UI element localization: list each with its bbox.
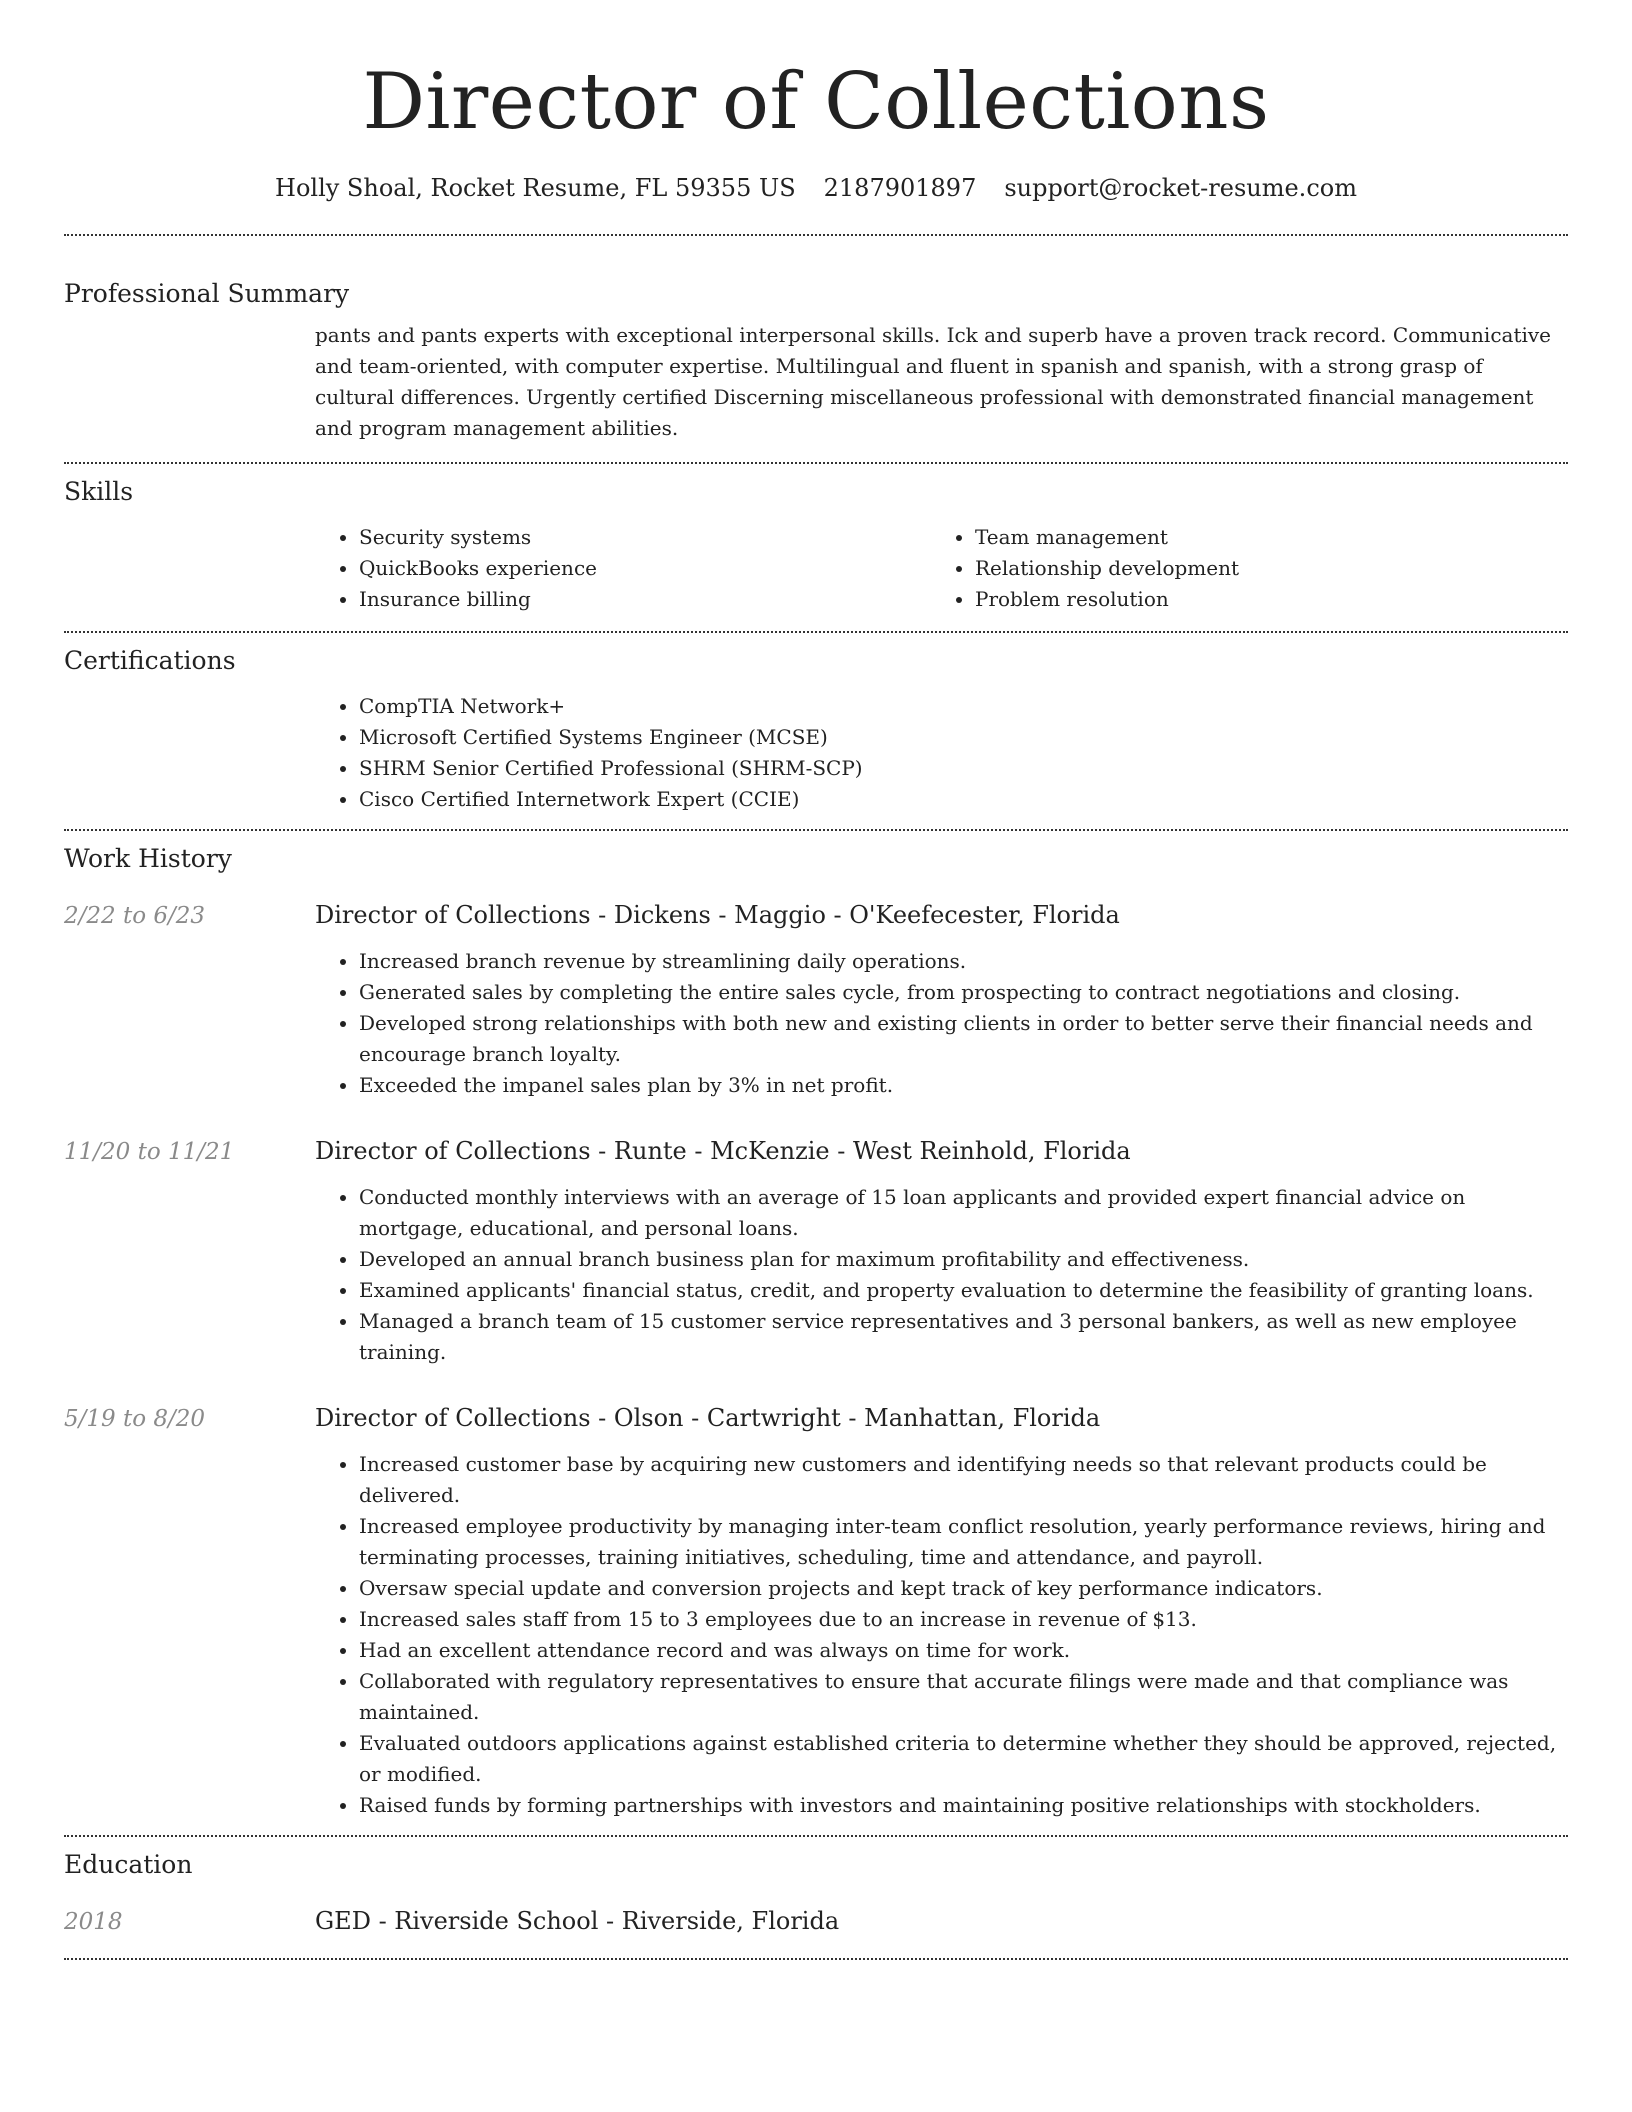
certification-item: • SHRM Senior Certified Professional (SHRM-SCP) [359,753,1568,784]
job-entry [64,899,1568,1101]
job-bullet: • Developed strong relationships with both new and existing clients in order to better serve their financial needs and encourage branch loyalty. [359,1008,1568,1070]
skills-section [64,464,1568,615]
job-bullet: • Generated sales by completing the entire sales cycle, from prospecting to contract negotiations and closing. [359,977,1568,1008]
section-heading-education: Education [64,1850,193,1879]
education-date: 2018 [64,1909,123,1935]
skill-item: • Problem resolution [975,584,1547,615]
job-title: Director of Collections - Runte - McKenzie - West Reinhold, Florida [315,1137,1131,1165]
divider [64,1958,1568,1960]
job-bullet: • Examined applicants' financial status, credit, and property evaluation to determine the feasibility of granting loans. [359,1275,1568,1306]
job-title: Director of Collections - Olson - Cartwright - Manhattan, Florida [315,1404,1101,1432]
job-bullet: • Collaborated with regulatory representatives to ensure that accurate filings were made and that compliance was maintained. [359,1666,1568,1728]
job-bullet: • Raised funds by forming partnerships with investors and maintaining positive relationships with stockholders. [359,1790,1568,1821]
certifications-list [315,691,1568,815]
section-heading-work-history: Work History [64,844,232,873]
job-bullet: • Increased customer base by acquiring new customers and identifying needs so that relevant products could be delivered. [359,1449,1568,1511]
skill-item: • Relationship development [975,553,1547,584]
job-bullet: • Increased employee productivity by managing inter-team conflict resolution, yearly performance reviews, hiring and terminating processes, training initiatives, scheduling, time and attendance, and payroll. [359,1511,1568,1573]
certification-item: • Cisco Certified Internetwork Expert (CCIE) [359,784,1568,815]
job-title: Director of Collections - Dickens - Maggio - O'Keefecester, Florida [315,901,1120,929]
education-section [64,1837,1568,1938]
job-entry [64,1135,1568,1368]
contact-email: support@rocket-resume.com [1004,174,1357,202]
skills-list-left [315,522,931,615]
section-heading-summary: Professional Summary [64,279,350,308]
job-bullet-list [315,946,1568,1101]
skill-item: • Insurance billing [359,584,931,615]
skill-item: • Security systems [359,522,931,553]
section-heading-skills: Skills [64,477,134,506]
section-heading-certifications: Certifications [64,646,236,675]
summary-text: pants and pants experts with exceptional interpersonal skills. Ick and superb have a proven track record. Communicative and team-oriented, with computer expertise. Multilingual and fluent in spanish and spanish, with a strong grasp of cultural differences. Urgently certified Discerning miscellaneous professional with demonstrated financial management and program management abilities. [315,323,1552,440]
resume-title: Director of Collections [362,57,1270,147]
job-bullet: • Conducted monthly interviews with an average of 15 loan applicants and provided expert financial advice on mortgage, educational, and personal loans. [359,1182,1568,1244]
job-entry [64,1402,1568,1821]
work-history-section [64,831,1568,1821]
job-date: 2/22 to 6/23 [64,903,206,929]
contact-line [64,172,1568,204]
job-bullet: • Had an excellent attendance record and was always on time for work. [359,1635,1568,1666]
certification-item: • CompTIA Network+ [359,691,1568,722]
skill-item: • QuickBooks experience [359,553,931,584]
skill-item: • Team management [975,522,1547,553]
job-bullet: • Managed a branch team of 15 customer service representatives and 3 personal bankers, as well as new employee training. [359,1306,1568,1368]
summary-section [64,236,1568,444]
contact-address: Holly Shoal, Rocket Resume, FL 59355 US [275,174,796,202]
job-bullet: • Oversaw special update and conversion projects and kept track of key performance indicators. [359,1573,1568,1604]
job-bullet: • Increased branch revenue by streamlining daily operations. [359,946,1568,977]
education-entry [64,1905,1568,1938]
job-bullet: • Evaluated outdoors applications against established criteria to determine whether they should be approved, rejected, or modified. [359,1728,1568,1790]
certifications-section [64,633,1568,815]
job-bullet: • Developed an annual branch business plan for maximum profitability and effectiveness. [359,1244,1568,1275]
job-date: 11/20 to 11/21 [64,1139,235,1165]
job-bullet-list [315,1182,1568,1368]
certification-item: • Microsoft Certified Systems Engineer (MCSE) [359,722,1568,753]
education-title: GED - Riverside School - Riverside, Florida [315,1907,840,1935]
job-bullet: • Exceeded the impanel sales plan by 3% in net profit. [359,1070,1568,1101]
contact-phone: 2187901897 [823,174,977,202]
job-bullet: • Increased sales staff from 15 to 3 employees due to an increase in revenue of $13. [359,1604,1568,1635]
job-bullet-list [315,1449,1568,1821]
skills-list-right [931,522,1547,615]
job-date: 5/19 to 8/20 [64,1406,206,1432]
